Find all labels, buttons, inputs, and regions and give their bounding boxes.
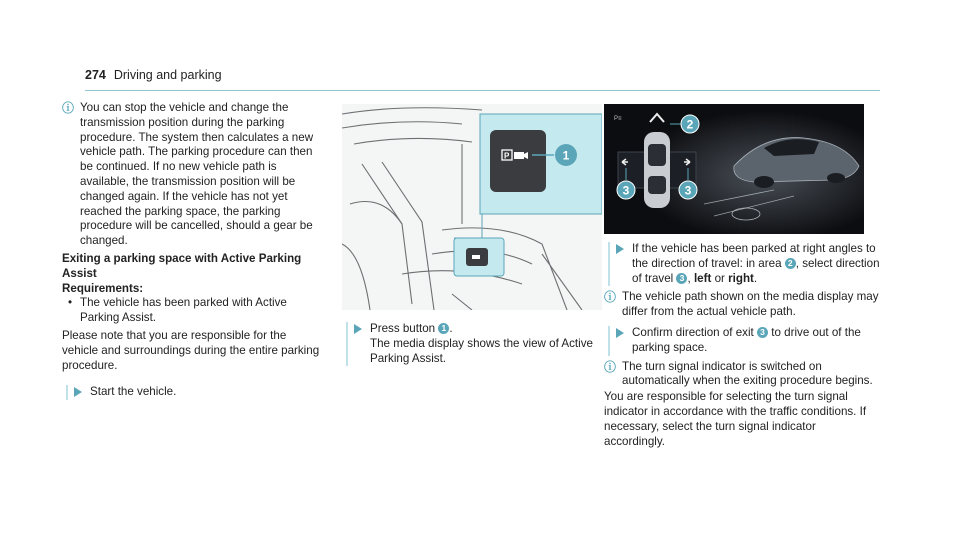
column-2 bbox=[342, 322, 602, 366]
turn-signal-paragraph: You are responsible for selecting the turn signal indicator in accordance with the traffic conditions. If necessary, select the turn signal indicator accordingly. bbox=[604, 390, 867, 448]
callout-3-right: 3 bbox=[684, 183, 692, 198]
center-console-illustration bbox=[342, 104, 602, 310]
requirement-text: The vehicle has been parked with Active Parking Assist. bbox=[80, 296, 287, 325]
step-text: Press button bbox=[370, 322, 436, 335]
step-text: If the vehicle has been parked at right angles to the direction of travel: in area bbox=[632, 242, 876, 270]
info-note bbox=[62, 101, 322, 249]
info-icon: ⓘ bbox=[604, 290, 617, 305]
step-start-vehicle bbox=[66, 385, 322, 400]
step-confirm-exit bbox=[608, 326, 880, 356]
page-header bbox=[85, 68, 222, 82]
step-text: Confirm direction of exit bbox=[632, 325, 754, 339]
media-display-illustration bbox=[604, 104, 864, 234]
console-drawing bbox=[342, 104, 602, 310]
info-note-path bbox=[604, 290, 880, 320]
heading-line-2: Assist bbox=[62, 266, 97, 280]
section-heading bbox=[62, 252, 322, 282]
step-select-direction bbox=[608, 242, 880, 286]
step-period: . bbox=[753, 271, 758, 285]
step-text-cont: , select direction of travel bbox=[632, 256, 880, 285]
screen-label: P≡ bbox=[614, 116, 622, 122]
arrow-right-icon bbox=[354, 324, 362, 334]
column-1 bbox=[62, 101, 322, 400]
svg-text:P: P bbox=[504, 151, 510, 161]
arrow-right-icon bbox=[616, 328, 624, 338]
column-3 bbox=[604, 242, 880, 449]
bullet-icon: • bbox=[68, 296, 73, 310]
callout-badge-2: 2 bbox=[785, 258, 796, 269]
step-text: Start the vehicle. bbox=[90, 385, 177, 399]
page-number: 274 bbox=[85, 68, 106, 82]
arrow-right-icon bbox=[616, 244, 624, 254]
callout-badge-3: 3 bbox=[757, 327, 768, 338]
note-text: The vehicle path shown on the media display may differ from the actual vehicle path. bbox=[622, 290, 879, 319]
header-divider bbox=[85, 90, 880, 91]
callout-1: 1 bbox=[562, 148, 570, 163]
note-text: The turn signal indicator is switched on automatically when the exiting procedure begins. bbox=[622, 359, 873, 388]
section-title: Driving and parking bbox=[113, 68, 222, 82]
option-left: left bbox=[693, 271, 712, 285]
step-text-cont: to drive out of the parking space. bbox=[632, 325, 861, 354]
callout-badge-3: 3 bbox=[676, 273, 687, 284]
heading-line-1: Exiting a parking space with Active Parking bbox=[62, 251, 302, 265]
step-comma: , bbox=[687, 271, 691, 285]
callout-2: 2 bbox=[686, 117, 694, 132]
step-description: The media display shows the view of Active Parking Assist. bbox=[370, 336, 593, 365]
requirement-item bbox=[62, 296, 322, 326]
media-display-drawing bbox=[604, 104, 864, 234]
option-right: right bbox=[728, 271, 754, 285]
note-text: You can stop the vehicle and change the transmission position during the parking procedure. The system then calculates a new vehicle path. The parking procedure can then be continued. If no new vehicle path is available, the transmission position will be changed again. If the vehicle has not yet reached the parking space, the parking procedure will be cancelled, should a gear be changed. bbox=[80, 101, 314, 248]
requirements-label: Requirements: bbox=[62, 281, 144, 295]
option-or: or bbox=[714, 271, 725, 285]
arrow-right-icon bbox=[74, 387, 82, 397]
callout-3-left: 3 bbox=[622, 183, 630, 198]
step-period: . bbox=[449, 322, 453, 335]
info-note-turn-signal bbox=[604, 360, 880, 390]
callout-badge-1: 1 bbox=[438, 323, 449, 334]
step-press-button bbox=[346, 322, 602, 366]
info-icon: ⓘ bbox=[604, 359, 617, 374]
info-icon: ⓘ bbox=[62, 101, 75, 115]
responsibility-paragraph: Please note that you are responsible for the vehicle and surroundings during the entire parking procedure. bbox=[62, 328, 320, 372]
